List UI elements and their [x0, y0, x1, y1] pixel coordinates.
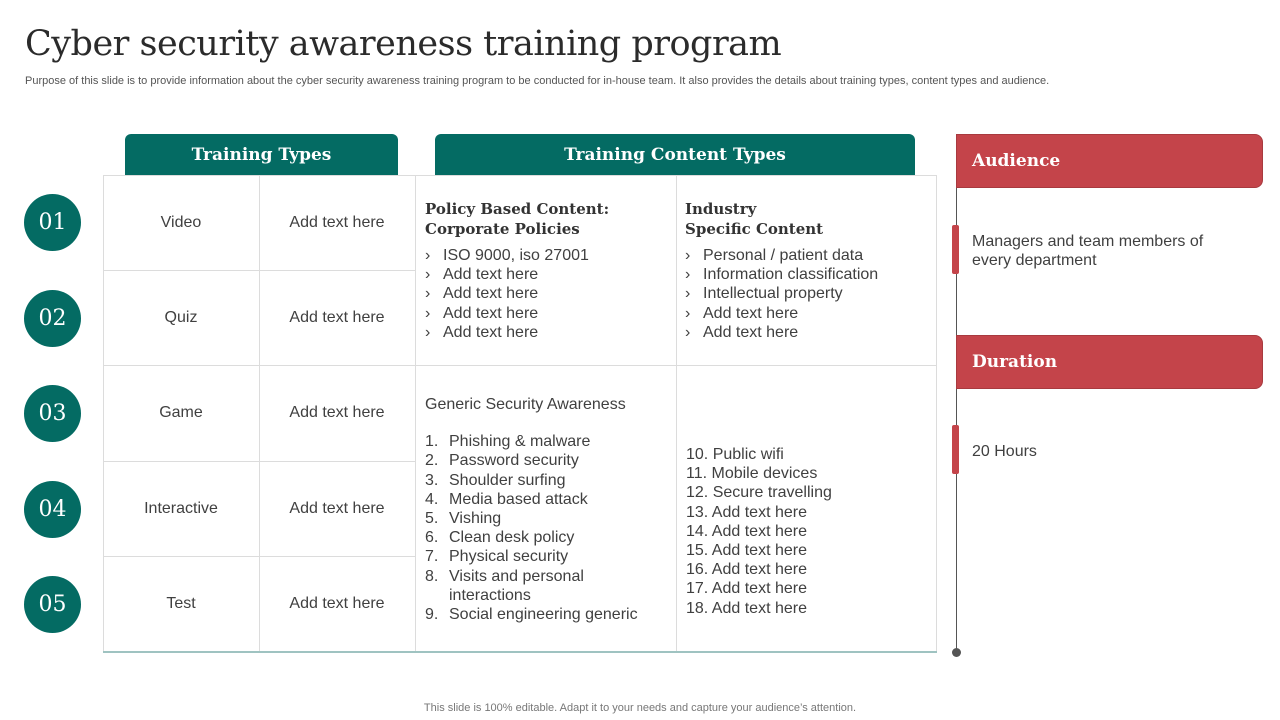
row-number-badge: 04: [24, 481, 81, 538]
list-item: › Add text here: [425, 284, 670, 303]
list-item: › Personal / patient data: [685, 246, 930, 265]
duration-header: Duration: [956, 335, 1263, 389]
industry-content-heading: Industry Specific Content: [685, 200, 824, 238]
list-item: 13. Add text here: [686, 503, 807, 521]
policy-content-cell: [425, 199, 670, 342]
industry-content-cell: [685, 199, 930, 342]
list-item: 11. Mobile devices: [686, 465, 818, 483]
policy-content-list: [425, 246, 670, 342]
list-item: 8. Visits and personal interactions: [425, 567, 615, 605]
training-type-cell: Interactive: [144, 499, 218, 517]
list-item: › Add text here: [685, 323, 930, 342]
generic-content-list: [425, 432, 670, 624]
generic-content-heading: Generic Security Awareness: [425, 396, 626, 413]
list-item: › Information classification: [685, 265, 930, 284]
list-item: 3. Shoulder surfing: [425, 471, 670, 490]
list-item: › Add text here: [425, 304, 670, 323]
training-type-cell: Quiz: [164, 308, 198, 326]
row-number-badge: 03: [24, 385, 81, 442]
row-number-badge: 05: [24, 576, 81, 633]
policy-content-heading: Policy Based Content: Corporate Policies: [425, 200, 610, 238]
training-type-cell: Test: [166, 595, 196, 612]
list-item: 2. Password security: [425, 451, 670, 470]
training-table: [103, 175, 937, 653]
training-text-cell: Add text here: [289, 404, 385, 421]
training-text-cell: Add text here: [289, 595, 385, 612]
list-item: 10. Public wifi: [686, 446, 784, 463]
list-item: 9. Social engineering generic: [425, 605, 670, 624]
list-item: › Add text here: [685, 304, 930, 323]
audience-marker: [952, 225, 959, 274]
table-divider: [415, 175, 416, 651]
list-item: 17. Add text here: [686, 580, 807, 598]
list-item: 18. Add text here: [686, 599, 807, 617]
table-divider: [936, 175, 937, 651]
training-text-cell: Add text here: [289, 308, 385, 326]
training-type-cell: Game: [159, 404, 203, 421]
generic-content-continued-cell: [686, 445, 931, 618]
list-item: 5. Vishing: [425, 509, 670, 528]
row-number-badge: 02: [24, 290, 81, 347]
training-text-cell: Add text here: [289, 213, 385, 231]
table-divider: [676, 175, 677, 651]
timeline-end-dot: [952, 648, 961, 657]
list-item: 1. Phishing & malware: [425, 432, 670, 451]
industry-content-list: [685, 246, 930, 342]
list-item: 16. Add text here: [686, 561, 807, 579]
list-item: 15. Add text here: [686, 542, 807, 560]
training-types-header: Training Types: [125, 134, 398, 175]
slide-footer: This slide is 100% editable. Adapt it to your needs and capture your audience’s attention.: [423, 702, 857, 714]
training-type-cell: Video: [160, 213, 202, 231]
list-item: › Intellectual property: [685, 284, 930, 303]
list-item: 12. Secure travelling: [686, 484, 832, 502]
training-text-cell: Add text here: [289, 499, 385, 517]
generic-content-cell: [425, 395, 670, 624]
duration-text: 20 Hours: [972, 443, 1037, 460]
list-item: 4. Media based attack: [425, 490, 670, 509]
audience-header: Audience: [956, 134, 1263, 188]
row-number-badge: 01: [24, 194, 81, 251]
training-content-types-header: Training Content Types: [435, 134, 915, 175]
list-item: › Add text here: [425, 323, 670, 342]
list-item: 6. Clean desk policy: [425, 528, 670, 547]
page-subtitle: Purpose of this slide is to provide information about the cyber security awareness training program to be conducted for in-house team. It also provides the details about training types, content types and audience.: [25, 75, 1050, 87]
duration-marker: [952, 425, 959, 474]
list-item: › Add text here: [425, 265, 670, 284]
page-title: Cyber security awareness training program: [25, 24, 782, 64]
list-item: › ISO 9000, iso 27001: [425, 246, 670, 265]
list-item: 14. Add text here: [686, 522, 807, 540]
list-item: 7. Physical security: [425, 547, 670, 566]
audience-text: Managers and team members of every department: [972, 233, 1204, 270]
